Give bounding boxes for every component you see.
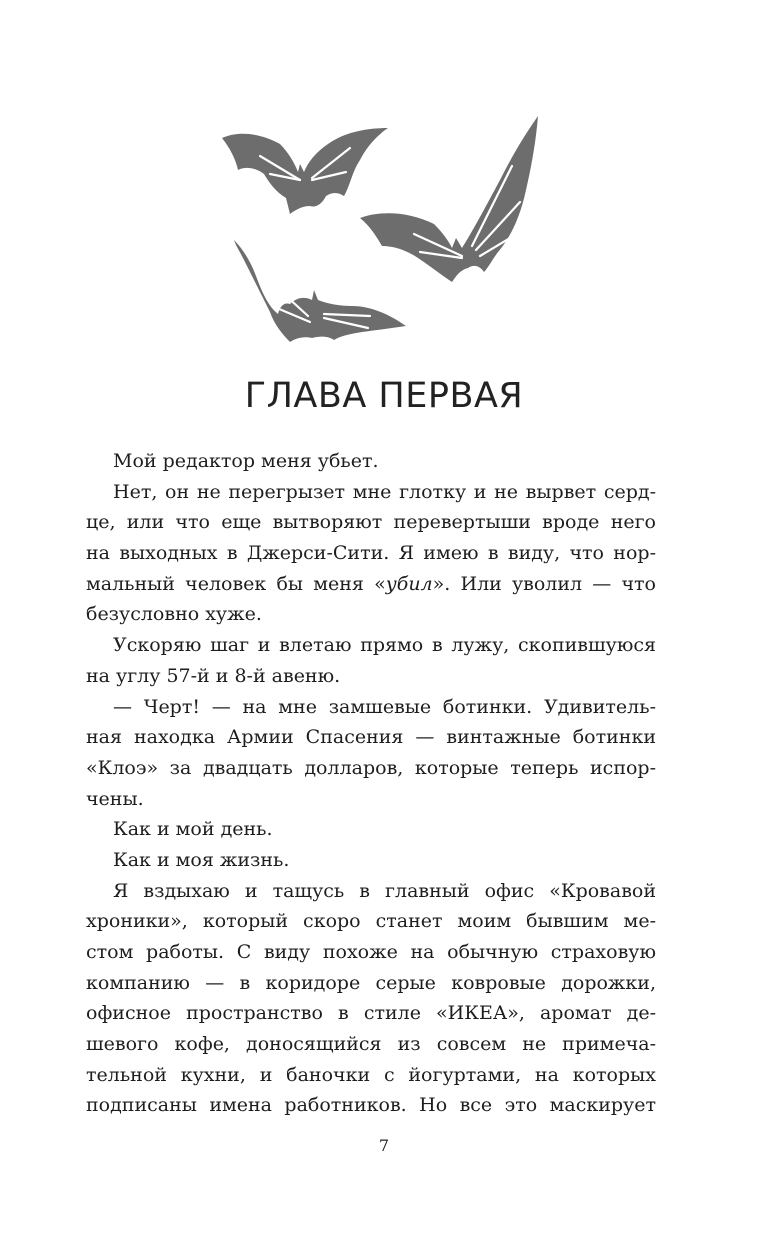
text-fragment: компанию — в коридоре серые ковровые дорожки, xyxy=(86,971,656,994)
text-fragment: «Клоэ» за двадцать долларов, которые теперь испор- xyxy=(86,756,656,779)
text-fragment: Нет, он не перегрызет мне глотку и не вырвет серд- xyxy=(113,480,656,503)
text-line xyxy=(86,569,656,600)
bat-right-icon xyxy=(360,116,538,282)
text-line xyxy=(86,507,656,538)
text-line xyxy=(86,906,656,937)
text-fragment: Я вздыхаю и тащусь в главный офис «Кровавой xyxy=(113,879,656,902)
bat-top-left-icon xyxy=(222,128,388,214)
text-fragment: офисное пространство в стиле «ИКЕА», аромат де- xyxy=(86,1002,656,1025)
text-fragment: подписаны имена работников. Но все это маскирует xyxy=(86,1094,656,1117)
text-fragment: ная находка Армии Спасения — винтажные ботинки xyxy=(86,726,656,749)
text-line xyxy=(86,998,656,1029)
bat-bottom-icon xyxy=(234,240,406,342)
text-fragment: стом работы. С виду похоже на обычную страховую xyxy=(86,941,656,963)
text-fragment: на углу 57-й и 8-й авеню. xyxy=(86,664,341,687)
text-fragment: це, или что еще вытворяют перевертыши вроде него xyxy=(86,511,656,534)
text-line xyxy=(86,722,656,753)
chapter-body xyxy=(86,446,656,1121)
text-line xyxy=(113,814,656,845)
text-line xyxy=(86,968,656,999)
text-fragment: хроники», который скоро станет моим бывшим ме- xyxy=(86,910,656,933)
page-number: 7 xyxy=(378,1136,390,1155)
text-fragment: — Черт! — на мне замшевые ботинки. Удивитель- xyxy=(113,695,656,718)
text-line xyxy=(113,692,656,723)
text-line xyxy=(86,1090,656,1121)
text-fragment: Как и моя жизнь. xyxy=(113,848,290,871)
text-fragment: Мой редактор меня убьет. xyxy=(113,450,379,472)
text-fragment: ». Или уволил — что xyxy=(432,572,656,595)
text-line xyxy=(86,661,656,692)
italic-word: убил xyxy=(385,572,433,595)
text-fragment: мальный человек бы меня « xyxy=(86,572,386,595)
text-line xyxy=(86,937,656,968)
text-line xyxy=(113,845,656,876)
text-line xyxy=(86,784,656,815)
text-fragment: тельной кухни, и баночки с йогуртами, на которых xyxy=(86,1063,656,1086)
text-line xyxy=(86,753,656,784)
text-line xyxy=(113,446,656,477)
text-fragment: шевого кофе, доносящийся из совсем не примеча- xyxy=(86,1033,656,1056)
text-line xyxy=(86,1060,656,1091)
chapter-title: ГЛАВА ПЕРВАЯ xyxy=(244,376,524,416)
text-line xyxy=(113,876,656,907)
text-line xyxy=(86,1029,656,1060)
text-line xyxy=(113,477,656,508)
text-fragment: на выходных в Джерси-Сити. Я имею в виду, что нор- xyxy=(86,542,656,565)
text-line xyxy=(86,599,656,630)
text-line xyxy=(86,538,656,569)
text-fragment: Ускоряю шаг и влетаю прямо в лужу, скопившуюся xyxy=(113,634,656,657)
text-line xyxy=(113,630,656,661)
bats-illustration xyxy=(200,100,560,360)
text-fragment: безусловно хуже. xyxy=(86,603,262,626)
text-fragment: чены. xyxy=(86,787,144,810)
text-fragment: Как и мой день. xyxy=(113,818,273,841)
